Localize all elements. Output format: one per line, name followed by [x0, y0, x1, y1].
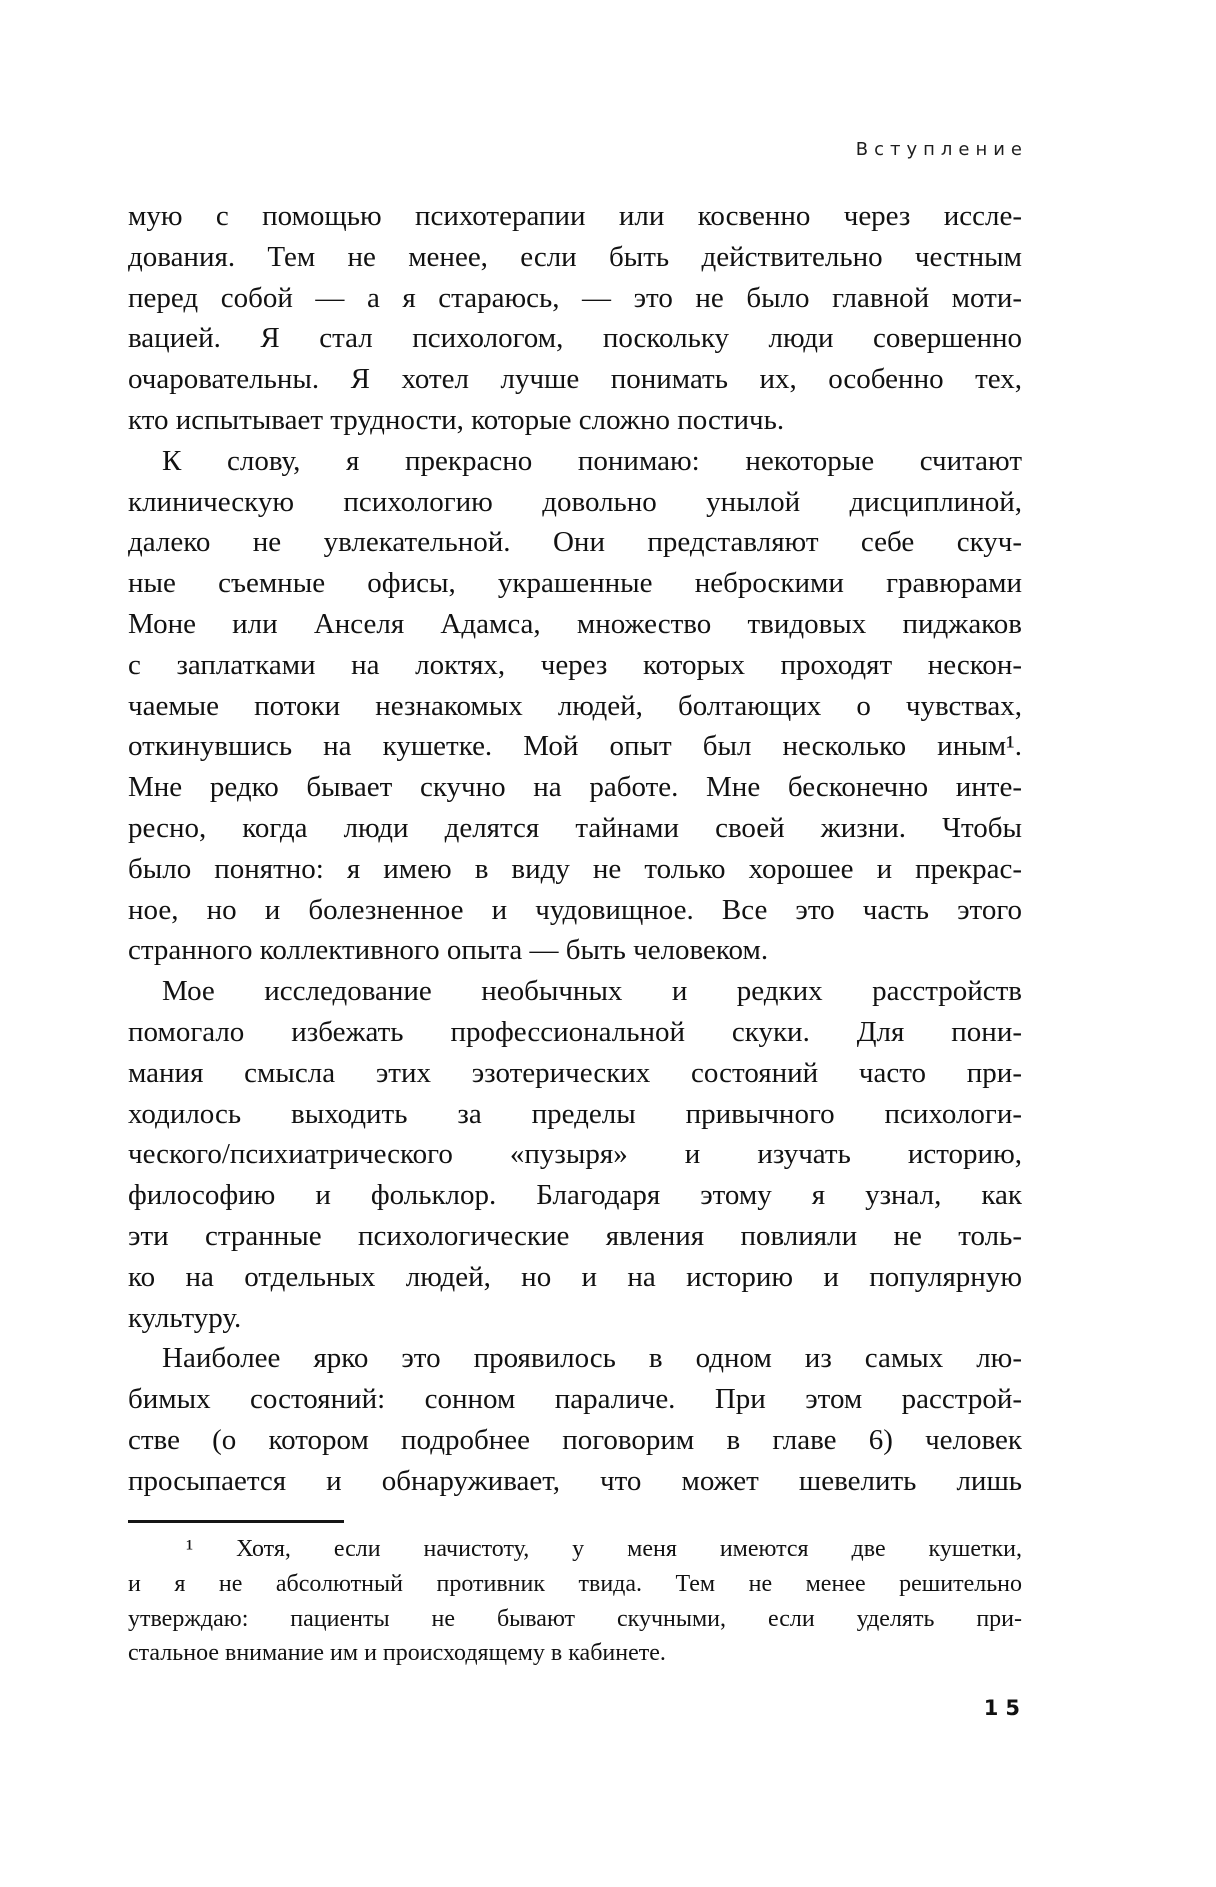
text-line: Мне редко бывает скучно на работе. Мне бесконечно инте-: [128, 771, 1022, 804]
text-line: ходилось выходить за пределы привычного психологи-: [128, 1097, 1022, 1130]
text-line: клиническую психологию довольно унылой дисциплиной,: [128, 485, 1022, 518]
text-line: ное, но и болезненное и чудовищное. Все это часть этого: [128, 893, 1022, 926]
text-line: мания смысла этих эзотерических состояний часто при-: [128, 1056, 1022, 1089]
text-line: Наиболее ярко это проявилось в одном из самых лю-: [162, 1342, 1022, 1375]
text-line: ¹ Хотя, если начистоту, у меня имеются две кушетки,: [186, 1536, 1022, 1562]
text-line: Моне или Анселя Адамса, множество твидовых пиджаков: [128, 607, 1022, 640]
text-line: странного коллективного опыта — быть человеком.: [128, 934, 769, 967]
text-line: просыпается и обнаруживает, что может шевелить лишь: [128, 1464, 1022, 1497]
text-line: перед собой — а я стараюсь, — это не было главной моти-: [128, 281, 1022, 314]
text-line: чаемые потоки незнакомых людей, болтающих о чувствах,: [128, 689, 1022, 722]
text-line: ные съемные офисы, украшенные неброскими гравюрами: [128, 567, 1022, 600]
text-line: далеко не увлекательной. Они представляют себе скуч-: [128, 526, 1022, 559]
text-line: эти странные психологические явления повлияли не толь-: [128, 1219, 1022, 1252]
footnote: [128, 1532, 1022, 1671]
text-line: с заплатками на локтях, через которых проходят нескон-: [128, 648, 1022, 681]
text-line: К слову, я прекрасно понимаю: некоторые считают: [162, 444, 1022, 477]
text-line: стальное внимание им и происходящему в кабинете.: [128, 1640, 666, 1667]
text-line: Мое исследование необычных и редких расстройств: [162, 975, 1022, 1008]
text-line: культуру.: [128, 1301, 242, 1334]
text-line: ресно, когда люди делятся тайнами своей жизни. Чтобы: [128, 811, 1022, 844]
page-number: 15: [983, 1696, 1027, 1720]
text-line: было понятно: я имею в виду не только хорошее и прекрас-: [128, 852, 1022, 885]
text-line: дования. Тем не менее, если быть действительно честным: [128, 240, 1022, 273]
text-line: философию и фольклор. Благодаря этому я узнал, как: [128, 1179, 1022, 1212]
footnote-separator: [128, 1520, 344, 1523]
body-text: [128, 196, 1022, 1502]
text-line: и я не абсолютный противник твида. Тем не менее решительно: [128, 1570, 1022, 1597]
text-line: утверждаю: пациенты не бывают скучными, если уделять при-: [128, 1605, 1022, 1632]
running-head: Вступление: [855, 139, 1028, 160]
text-line: ческого/психиатрического «пузыря» и изучать историю,: [128, 1138, 1022, 1171]
text-line: ко на отдельных людей, но и на историю и популярную: [128, 1260, 1022, 1293]
text-line: кто испытывает трудности, которые сложно постичь.: [128, 403, 785, 436]
text-line: откинувшись на кушетке. Мой опыт был несколько иным¹.: [128, 730, 1022, 763]
text-line: бимых состояний: сонном параличе. При этом расстрой-: [128, 1383, 1022, 1416]
text-line: стве (о котором подробнее поговорим в главе 6) человек: [128, 1423, 1022, 1456]
text-line: очаровательны. Я хотел лучше понимать их, особенно тех,: [128, 363, 1022, 396]
text-line: помогало избежать профессиональной скуки. Для пони-: [128, 1015, 1022, 1048]
text-line: вацией. Я стал психологом, поскольку люди совершенно: [128, 322, 1022, 355]
text-line: мую с помощью психотерапии или косвенно через иссле-: [128, 200, 1022, 232]
